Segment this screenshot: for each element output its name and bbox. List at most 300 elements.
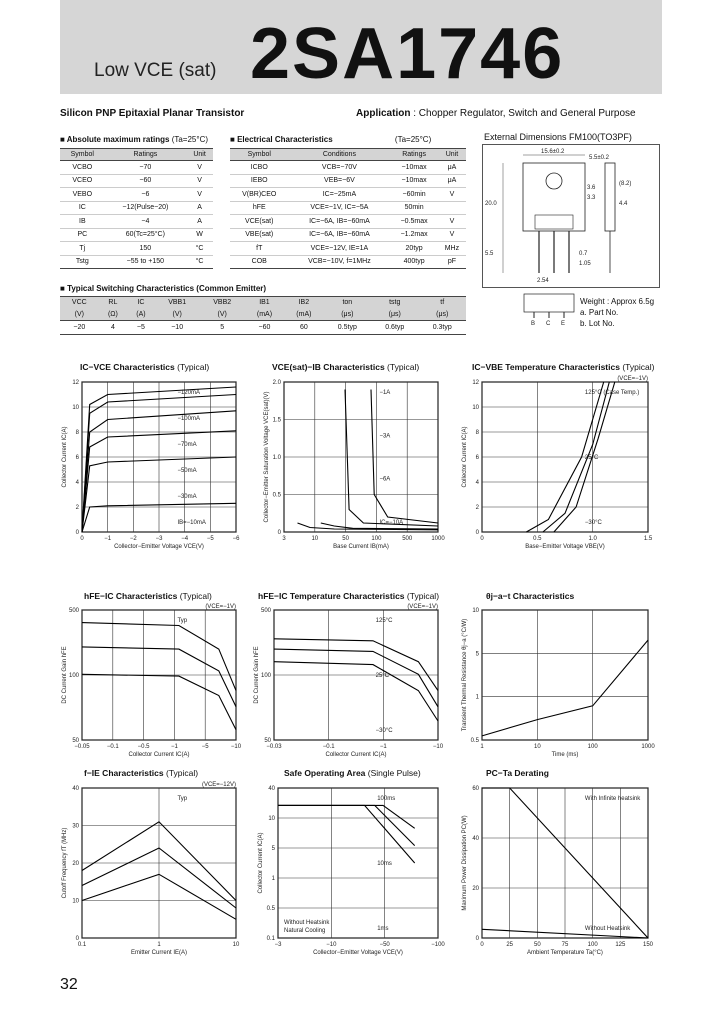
y-tick-label: 4	[475, 480, 479, 486]
x-tick-label: −5	[206, 536, 214, 542]
x-tick-label: 1000	[641, 744, 655, 750]
column-header: tstg	[371, 297, 418, 309]
column-header: Unit	[186, 149, 213, 161]
table-cell: VEB=−6V	[288, 174, 390, 188]
x-tick-label: 25	[506, 942, 514, 948]
y-axis-label: Collector Current IC(A)	[462, 426, 468, 488]
chart-title-vcesat-ib	[272, 362, 419, 372]
curve-label: −70mA	[177, 442, 197, 448]
external-dim-title: External Dimensions FM100(TO3PF)	[484, 132, 632, 142]
y-tick-label: 10	[72, 405, 79, 411]
x-axis-label: Ambient Temperature Ta(°C)	[527, 950, 603, 956]
table-row	[60, 242, 213, 256]
table-cell: V	[438, 188, 466, 202]
y-tick-label: 12	[72, 380, 79, 386]
column-unit: (A)	[127, 309, 154, 321]
column-unit: (μs)	[324, 309, 371, 321]
table-cell: −60min	[390, 188, 437, 202]
column-header: IB2	[284, 297, 323, 309]
y-tick-label: 8	[475, 430, 479, 436]
curve-label: With Infinite heatsink	[584, 796, 641, 802]
x-tick-label: 100	[587, 744, 598, 750]
x-tick-label: 500	[402, 536, 413, 542]
table-cell: −1.2max	[390, 228, 437, 242]
table-row	[60, 228, 213, 242]
table-row	[60, 174, 213, 188]
y-tick-label: 500	[68, 608, 79, 614]
table-row	[60, 161, 213, 175]
chart-title-text-5: θj−a−t Characteristics	[486, 591, 575, 601]
table-row	[230, 215, 466, 229]
column-unit: (V)	[155, 309, 200, 321]
x-tick-label: 75	[561, 942, 569, 948]
x-tick-label: 1.5	[643, 536, 653, 542]
y-tick-label: 4	[75, 480, 79, 486]
table-cell: V	[186, 174, 213, 188]
x-tick-label: −10	[432, 744, 444, 750]
y-tick-label: 60	[472, 786, 479, 792]
table-cell: fT	[230, 242, 288, 256]
table-cell: −10max	[390, 161, 437, 175]
table-cell: −20	[60, 321, 99, 335]
table-cell: COB	[230, 255, 288, 269]
curve-label: IB=−10mA	[177, 520, 206, 526]
y-tick-label: 20	[472, 886, 479, 892]
x-tick-label: −2	[129, 536, 137, 542]
column-unit: (Ω)	[99, 309, 128, 321]
chart-title-text-1: VCE(sat)−IB Characteristics	[272, 362, 385, 372]
y-tick-label: 10	[472, 405, 479, 411]
column-unit: (V)	[60, 309, 99, 321]
side-view	[605, 163, 615, 231]
x-tick-label: −5	[201, 744, 209, 750]
chart-title-ic-vbe	[472, 362, 654, 372]
y-tick-label: 10	[72, 898, 79, 905]
column-unit: (mA)	[245, 309, 284, 321]
x-tick-label: −0.5	[137, 744, 150, 750]
y-tick-label: 0	[277, 530, 281, 536]
table-cell: V(BR)CEO	[230, 188, 288, 202]
y-axis-label: Collector−Emitter Saturation Voltage VCE(sat)(V)	[264, 391, 270, 523]
curve-label: −6A	[379, 476, 391, 483]
y-tick-label: 40	[268, 786, 275, 792]
table-cell: 60(Tc=25°C)	[105, 228, 186, 242]
part-number: 2SA1746	[250, 14, 565, 94]
dim-3-6: 3.6	[587, 185, 596, 191]
table-row	[60, 188, 213, 202]
column-header: VCC	[60, 297, 99, 309]
x-tick-label: 10	[533, 744, 541, 750]
table-cell: VBE(sat)	[230, 228, 288, 242]
x-axis-label: Base Current IB(mA)	[333, 544, 389, 550]
x-tick-label: 0	[480, 536, 484, 542]
chart-note-2: (Typical)	[622, 362, 655, 372]
table-cell: −70	[105, 161, 186, 175]
y-tick-label: 50	[264, 738, 271, 744]
y-tick-label: 8	[75, 430, 79, 436]
table-cell: 0.6typ	[371, 321, 418, 335]
x-tick-label: 0.5	[533, 536, 542, 542]
table-header-row	[60, 297, 466, 309]
column-unit: (μs)	[371, 309, 418, 321]
table-row	[230, 242, 466, 256]
x-tick-label: 0	[80, 536, 84, 542]
table-cell: VCBO	[60, 161, 105, 175]
abs-max-title: ■ Absolute maximum ratings (Ta=25°C)	[60, 135, 209, 144]
series-line	[371, 390, 438, 524]
chart-note-0: (Typical)	[177, 362, 210, 372]
table-cell: VCB=−10V, f=1MHz	[288, 255, 390, 269]
column-header: Symbol	[60, 149, 105, 161]
curve-label: 25°C	[584, 455, 599, 461]
dim-3-3: 3.3	[587, 195, 596, 201]
chart-theta	[460, 602, 656, 764]
series-line	[274, 649, 438, 707]
y-tick-label: 12	[472, 380, 479, 386]
series-line	[274, 662, 438, 721]
y-tick-label: 2	[75, 505, 79, 511]
chart-title-text-2: IC−VBE Temperature Characteristics	[472, 362, 620, 372]
column-header: RL	[99, 297, 128, 309]
series-line	[82, 623, 236, 691]
table-cell: V	[186, 188, 213, 202]
column-header: Symbol	[230, 149, 288, 161]
x-tick-label: 50	[533, 942, 541, 948]
curve-label: Typ	[177, 796, 188, 802]
y-tick-label: 1	[271, 876, 275, 882]
pin-c: C	[546, 321, 551, 327]
y-axis-label: Transient Thermal Resistance θj−a (°C/W)	[462, 618, 468, 732]
series-line	[482, 640, 648, 736]
abs-max-note: (Ta=25°C)	[171, 135, 209, 144]
chart-note-3: (Typical)	[179, 591, 212, 601]
table-header-row	[230, 149, 466, 161]
y-tick-label: 10	[472, 608, 479, 614]
table-row	[230, 161, 466, 175]
series-line	[345, 390, 438, 527]
device-type: Silicon PNP Epitaxial Planar Transistor	[60, 108, 245, 119]
table-cell: 50min	[390, 201, 437, 215]
application-text: : Chopper Regulator, Switch and General Purpose	[413, 108, 636, 119]
chart-vcesat-ib	[262, 374, 446, 556]
chart-note-7: (Single Pulse)	[367, 768, 421, 778]
table-cell: VCE(sat)	[230, 215, 288, 229]
elec-title: ■ Electrical Characteristics (Ta=25°C)	[230, 135, 432, 144]
table-cell: A	[186, 215, 213, 229]
x-axis-label: Collector Current IC(A)	[325, 752, 387, 758]
mount-hole	[546, 173, 562, 189]
y-tick-label: 40	[472, 836, 479, 842]
x-tick-label: 0.1	[77, 942, 87, 948]
chart-f-ie	[60, 780, 244, 962]
elec-table	[230, 148, 466, 269]
x-tick-label: 125	[615, 942, 626, 948]
y-tick-label: 0.5	[272, 492, 281, 499]
curve-label: −30°C	[584, 520, 602, 526]
table-cell: Tj	[60, 242, 105, 256]
chart-condition: (VCE=−12V)	[201, 782, 236, 788]
chart-title-hfe-temp	[258, 591, 439, 601]
elec-note: (Ta=25°C)	[394, 135, 432, 144]
series-line	[82, 647, 236, 707]
x-axis-label: Emitter Current IE(A)	[130, 950, 188, 956]
table-cell: −5	[127, 321, 154, 335]
table-row	[60, 321, 466, 335]
curve-label: Without Heatsink	[584, 926, 631, 932]
chart-hfe-ic	[60, 602, 244, 764]
x-tick-label: 1.0	[588, 536, 597, 542]
dim-4-4: 4.4	[619, 201, 628, 207]
dim-2-54: 2.54	[537, 278, 549, 284]
table-cell: −12(Pulse−20)	[105, 201, 186, 215]
table-cell: μA	[438, 161, 466, 175]
x-tick-label: −6	[232, 536, 240, 542]
x-tick-label: −0.03	[266, 744, 282, 750]
table-cell: °C	[186, 242, 213, 256]
column-unit: (μs)	[418, 309, 466, 321]
table-cell: IC=−6A, IB=−60mA	[288, 215, 390, 229]
switching-title-text: Typical Switching Characteristics (Common Emitter)	[67, 284, 267, 293]
curve-label: −50mA	[177, 468, 197, 474]
curve-label: 125°C (Case Temp.)	[584, 390, 640, 396]
table-cell: pF	[438, 255, 466, 269]
y-axis-label: DC Current Gain hFE	[254, 646, 260, 704]
column-header: IB1	[245, 297, 284, 309]
x-tick-label: 1000	[431, 536, 445, 542]
column-header: tf	[418, 297, 466, 309]
table-cell: W	[186, 228, 213, 242]
table-cell: MHz	[438, 242, 466, 256]
dim-1-05: 1.05	[579, 261, 591, 267]
chart-pc-ta	[460, 780, 656, 962]
column-header: Ratings	[390, 149, 437, 161]
chart-ic-vbe	[460, 374, 656, 556]
y-tick-label: 6	[75, 455, 79, 461]
table-unit-row	[60, 309, 466, 321]
external-dim-box	[482, 144, 660, 288]
legend-label: Without Heatsink	[284, 920, 330, 926]
y-tick-label: 500	[260, 608, 271, 614]
y-axis-label: Cutoff Frequency fT (MHz)	[62, 827, 68, 899]
column-header: VBB2	[200, 297, 245, 309]
abs-max-title-text: Absolute maximum ratings	[66, 135, 170, 144]
table-cell: A	[186, 201, 213, 215]
chart-hfe-temp	[252, 602, 446, 764]
x-tick-label: −0.05	[74, 744, 90, 750]
x-tick-label: 150	[642, 942, 654, 948]
package-drawing	[483, 145, 659, 287]
chart-condition: (VCE=−1V)	[617, 376, 648, 382]
table-cell: °C	[186, 255, 213, 269]
package-tab	[535, 215, 573, 229]
curve-label: 25°C	[375, 673, 390, 679]
application-label: Application	[356, 108, 411, 119]
x-tick-label: 100	[371, 536, 382, 542]
chart-note-1: (Typical)	[387, 362, 420, 372]
column-unit: (mA)	[284, 309, 323, 321]
table-cell: 0.3typ	[418, 321, 466, 335]
application-line	[356, 108, 636, 119]
y-tick-label: 0.1	[266, 936, 275, 942]
y-tick-label: 1.0	[272, 455, 281, 461]
chart-note-6: (Typical)	[165, 768, 199, 778]
table-cell: −60	[105, 174, 186, 188]
chart-note-4: (Typical)	[406, 591, 440, 601]
x-tick-label: −3	[274, 942, 282, 948]
y-tick-label: 30	[72, 823, 79, 830]
dim-0-7: 0.7	[579, 251, 588, 257]
chart-title-text-0: IC−VCE Characteristics	[80, 362, 175, 372]
chart-title-text-4: hFE−IC Temperature Characteristics	[258, 591, 405, 601]
weight: Weight : Approx 6.5g	[580, 297, 655, 306]
x-tick-label: 0	[480, 942, 484, 948]
x-tick-label: −0.1	[322, 744, 335, 750]
y-tick-label: 0	[75, 936, 79, 942]
header-subtitle: Low VCE (sat)	[94, 60, 217, 81]
chart-condition: (VCE=−1V)	[407, 604, 438, 610]
dim-8-2: (8.2)	[619, 181, 632, 187]
x-tick-label: 10	[311, 536, 319, 542]
table-cell: −55 to +150	[105, 255, 186, 269]
table-cell: 4	[99, 321, 128, 335]
table-cell: ICBO	[230, 161, 288, 175]
x-tick-label: −100	[431, 942, 445, 948]
table-row	[230, 228, 466, 242]
table-cell: V	[438, 215, 466, 229]
y-tick-label: 0.5	[470, 738, 479, 744]
table-cell: 400typ	[390, 255, 437, 269]
x-tick-label: −50	[379, 942, 390, 948]
chart-title-text-8: PC−Ta Derating	[486, 768, 549, 778]
table-row	[230, 188, 466, 202]
table-row	[230, 174, 466, 188]
weight-info	[580, 296, 654, 329]
curve-label: −30mA	[177, 494, 197, 500]
y-axis-label: DC Current Gain hFE	[62, 646, 68, 704]
x-tick-label: −3	[155, 536, 163, 542]
table-cell: V	[186, 161, 213, 175]
chart-title-hfe-ic	[84, 591, 212, 601]
table-cell: IC=−25mA	[288, 188, 390, 202]
x-tick-label: −4	[181, 536, 189, 542]
x-axis-label: Time (ms)	[551, 752, 579, 758]
chart-soa	[256, 780, 446, 962]
x-tick-label: −10	[326, 942, 337, 948]
curve-label: 125°C	[375, 618, 393, 624]
pin-diagram-body	[524, 294, 574, 312]
chart-title-text-3: hFE−IC Characteristics	[84, 591, 178, 601]
table-cell: 60	[284, 321, 323, 335]
y-tick-label: 20	[72, 861, 79, 867]
table-cell: −6	[105, 188, 186, 202]
y-tick-label: 100	[68, 673, 79, 679]
curve-label: 10ms	[377, 861, 392, 867]
plot-frame	[482, 610, 648, 740]
curve-label: 100ms	[377, 796, 396, 802]
table-cell: −4	[105, 215, 186, 229]
curve-label: IC=−10A	[379, 520, 404, 526]
table-cell: V	[438, 228, 466, 242]
x-tick-label: −0.1	[106, 744, 119, 750]
curve-label: −1A	[379, 390, 391, 396]
x-axis-label: Base−Emitter Voltage VBE(V)	[525, 544, 605, 550]
table-cell: −10max	[390, 174, 437, 188]
table-row	[230, 255, 466, 269]
pin-diagram	[522, 292, 578, 326]
column-header: ton	[324, 297, 371, 309]
chart-title-text-7: Safe Operating Area	[284, 768, 366, 778]
table-cell: 20typ	[390, 242, 437, 256]
x-tick-label: 1	[157, 942, 161, 948]
table-header-row	[60, 149, 213, 161]
x-tick-label: 50	[342, 536, 349, 542]
y-tick-label: 0	[475, 530, 479, 536]
page-number: 32	[60, 976, 78, 993]
column-header: Conditions	[288, 149, 390, 161]
table-row	[60, 255, 213, 269]
dim-5-5: 5.5±0.2	[589, 155, 609, 161]
table-cell: PC	[60, 228, 105, 242]
part-no-label: a. Part No.	[580, 308, 619, 317]
y-tick-label: 1.5	[272, 417, 281, 424]
table-row	[230, 201, 466, 215]
y-tick-label: 2	[475, 505, 479, 511]
table-cell: VEBO	[60, 188, 105, 202]
x-axis-label: Collector Current IC(A)	[128, 752, 190, 758]
curve-label: −120mA	[177, 390, 200, 396]
table-cell: 150	[105, 242, 186, 256]
chart-ic-vce	[60, 374, 244, 556]
elec-title-text: Electrical Characteristics	[237, 135, 333, 144]
table-row	[60, 201, 213, 215]
y-tick-label: 0	[75, 530, 79, 536]
table-cell: 0.5typ	[324, 321, 371, 335]
y-tick-label: 6	[475, 455, 479, 461]
x-tick-label: 1	[480, 744, 484, 750]
chart-title-pc-ta	[486, 768, 549, 778]
y-axis-label: Maximum Power Dissipation PC(W)	[462, 815, 468, 911]
curve-label: Typ	[177, 618, 188, 624]
column-header: Unit	[438, 149, 466, 161]
table-cell: IEBO	[230, 174, 288, 188]
x-tick-label: −1	[170, 744, 178, 750]
table-cell: VCEO	[60, 174, 105, 188]
table-cell: hFE	[230, 201, 288, 215]
chart-title-f-ie	[84, 768, 198, 778]
curve-label: −30°C	[375, 728, 393, 734]
dim-5-5b: 5.5	[485, 251, 494, 257]
table-cell: VCE=−1V, IC=−5A	[288, 201, 390, 215]
chart-condition: (VCE=−1V)	[205, 604, 236, 610]
table-cell: μA	[438, 174, 466, 188]
legend-label: Natural Cooling	[284, 928, 326, 934]
table-cell: IB	[60, 215, 105, 229]
column-header: VBB1	[155, 297, 200, 309]
y-tick-label: 50	[72, 738, 79, 744]
y-tick-label: 40	[72, 786, 79, 792]
chart-title-soa	[284, 768, 421, 778]
y-tick-label: 2.0	[272, 380, 281, 386]
switching-table	[60, 296, 466, 335]
table-cell: VCB=−70V	[288, 161, 390, 175]
x-tick-label: −1	[379, 744, 387, 750]
chart-title-text-6: f−IE Characteristics	[84, 768, 164, 778]
dim-width: 15.6±0.2	[541, 149, 565, 155]
y-tick-label: 0.5	[266, 906, 275, 912]
y-tick-label: 5	[271, 846, 275, 852]
table-cell: IC	[60, 201, 105, 215]
table-cell: Tstg	[60, 255, 105, 269]
